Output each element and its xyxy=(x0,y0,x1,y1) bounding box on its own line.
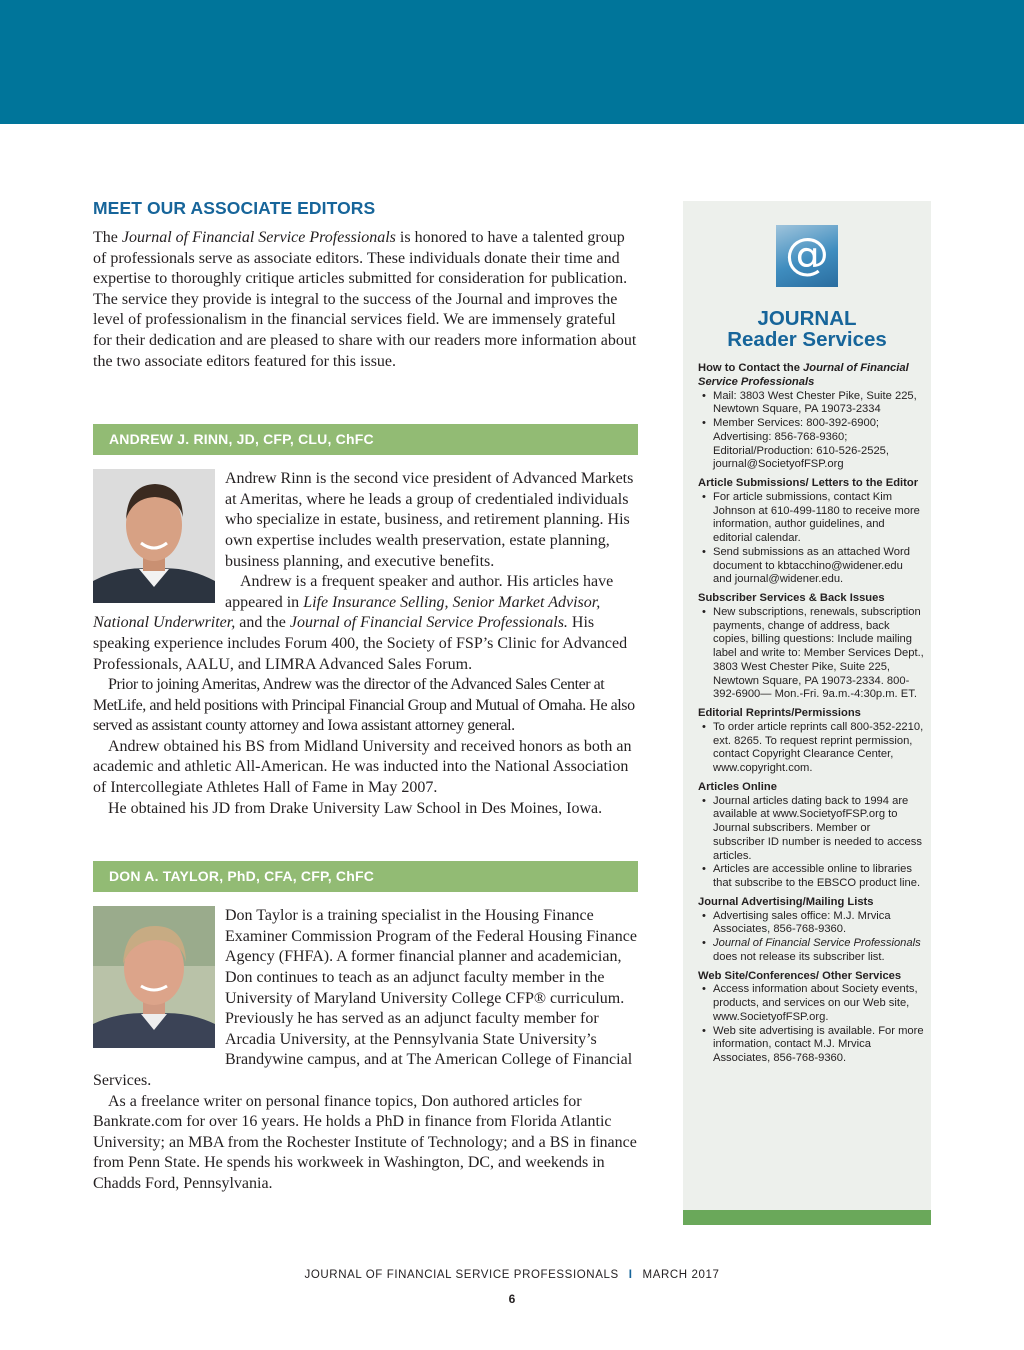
sidebar-list xyxy=(698,795,924,891)
list-item: • Mail: 3803 West Chester Pike, Suite 225, Newtown Square, PA 19073-2334 xyxy=(698,390,924,418)
footer-date: MARCH 2017 xyxy=(642,1269,720,1281)
sidebar-bottom-bar xyxy=(683,1210,931,1225)
bio-paragraph: Andrew obtained his BS from Midland University and received honors as both an academic and athletic All-American. He was inducted into the National Association of Intercollegiate Athletes Hall of Fame in May 2007. xyxy=(93,737,632,797)
top-color-band xyxy=(0,0,1024,124)
list-item: • To order article reprints call 800-352-2210, ext. 8265. To request reprint permission, contact Copyright Clearance Center, www.copyright.com. xyxy=(698,721,924,776)
editor-bio xyxy=(93,906,638,1194)
list-item: • For article submissions, contact Kim Johnson at 610-499-1180 to receive more information, author guidelines, and editorial calendar. xyxy=(698,491,924,546)
footer-journal-name: JOURNAL OF FINANCIAL SERVICE PROFESSIONALS xyxy=(304,1269,619,1281)
main-article xyxy=(93,198,638,1195)
list-item: • Member Services: 800-392-6900; Advertising: 856-768-9360; Editorial/Production: 610-526-2525, journal@SocietyofFSP.org xyxy=(698,417,924,472)
sidebar-list xyxy=(698,721,924,776)
page-footer xyxy=(0,1269,1024,1281)
list-item: • Journal articles dating back to 1994 are available at www.SocietyofFSP.org to Journal subscribers. Member or subscriber ID number is needed to access articles. xyxy=(698,795,924,864)
editor-photo xyxy=(93,469,215,603)
editor-name-bar: ANDREW J. RINN, JD, CFP, CLU, ChFC xyxy=(93,424,638,455)
list-item: • Send submissions as an attached Word document to kbtacchino@widener.edu and journal@widener.edu. xyxy=(698,546,924,587)
bio-paragraph: Don Taylor is a training specialist in the Housing Finance Examiner Commission Program of the Federal Housing Finance Agency (FHFA). A former financial planner and academician, Don continues to teach as an adjunct faculty member in the University of Maryland University College CFP® curriculum. Previously he has served as an adjunct faculty member for Arcadia University, at the Pennsylvania State University’s Brandywine campus, and at The American College of Financial Services. xyxy=(93,907,637,1089)
sidebar-heading: Journal Advertising/Mailing Lists xyxy=(698,895,874,908)
sidebar-content xyxy=(698,362,924,1066)
sidebar-heading: Article Submissions/ Letters to the Editor xyxy=(698,477,919,489)
bio-paragraph: Andrew Rinn is the second vice president of Advanced Markets at Ameritas, where he leads a group of credentialed individuals who specialize in estate, business, and retirement planning. His own expertise includes wealth preservation, estate planning, business planning, and executive benefits. xyxy=(225,470,634,570)
sidebar-heading: Web Site/Conferences/ Other Services xyxy=(698,969,902,982)
editor-photo xyxy=(93,906,215,1048)
bio-paragraph: He obtained his JD from Drake University Law School in Des Moines, Iowa. xyxy=(108,799,603,817)
sidebar-heading: Articles Online xyxy=(698,780,777,793)
reader-services-sidebar xyxy=(683,201,931,1225)
at-sign-icon: @ xyxy=(776,225,838,287)
sidebar-list xyxy=(698,390,924,473)
list-item: • Articles are accessible online to libraries that subscribe to the EBSCO product line. xyxy=(698,863,924,891)
sidebar-list xyxy=(698,606,924,702)
page-number: 6 xyxy=(508,1292,516,1306)
intro-paragraph: The Journal of Financial Service Professionals is honored to have a talented group of professionals serve as associate editors. These individuals donate their time and expertise to thoroughly critique articles submitted for consideration for publication. The service they provide is integral to the success of the Journal and improves the level of professionalism in the financial services field. We are immensely grateful for their dedication and are pleased to share with our readers more information about the two associate editors featured for this issue. xyxy=(93,229,637,370)
journal-title: Journal of Financial Service Professionals xyxy=(121,229,396,246)
sidebar-heading: Editorial Reprints/Permissions xyxy=(698,707,861,719)
bio-paragraph: As a freelance writer on personal finance topics, Don authored articles for Bankrate.com for over 16 years. He holds a PhD in finance from Florida Atlantic University; an MBA from the Rochester Institute of Technology; and a BS in finance from Penn State. He spends his workweek in Washington, DC, and weekends in Chadds Ford, Pennsylvania. xyxy=(93,1092,637,1192)
section-title: MEET OUR ASSOCIATE EDITORS xyxy=(93,198,376,218)
sidebar-title: JOURNAL Reader Services xyxy=(727,307,887,351)
bio-paragraph: Prior to joining Ameritas, Andrew was the director of the Advanced Sales Center at MetLife, and held positions with Principal Financial Group and Mutual of Omaha. He also served as assistant county attorney and Iowa assistant attorney general. xyxy=(93,676,635,735)
list-item: • Access information about Society events, products, and services on our Web site, www.SocietyofFSP.org. xyxy=(698,983,924,1024)
footer-separator: I xyxy=(628,1269,633,1281)
sidebar-list xyxy=(698,910,924,965)
list-item: • New subscriptions, renewals, subscription payments, change of address, back copies, billing questions: Include mailing label and write to: Member Services Dept., 3803 West Chester Pike, Suite 225, Newtown Square, PA 19073-2334. 800-392-6900— Mon.-Fri. 9a.m.-4:30p.m. ET. xyxy=(698,606,924,702)
list-item: • Web site advertising is available. For more information, contact M.J. Mrvica Associates, 856-768-9360. xyxy=(698,1025,924,1066)
list-item: • Advertising sales office: M.J. Mrvica Associates, 856-768-9360. xyxy=(698,910,924,938)
list-item: • Journal of Financial Service Professionals does not release its subscriber list. xyxy=(698,937,924,965)
editor-bio xyxy=(93,469,638,819)
sidebar-heading: How to Contact the Journal of Financial Service Professionals xyxy=(698,362,909,388)
sidebar-list xyxy=(698,983,924,1066)
sidebar-heading: Subscriber Services & Back Issues xyxy=(698,592,885,604)
bio-paragraph: Andrew is a frequent speaker and author. His articles have appeared in Life Insurance Selling, Senior Market Advisor, National Underwriter, and the Journal of Financial Service Professionals. His speaking experience includes Forum 400, the Society of FSP’s Clinic for Advanced Professionals, AALU, and LIMRA Advanced Sales Forum. xyxy=(93,573,628,673)
editor-name-bar: DON A. TAYLOR, PhD, CFA, CFP, ChFC xyxy=(93,861,638,892)
sidebar-list xyxy=(698,491,924,587)
